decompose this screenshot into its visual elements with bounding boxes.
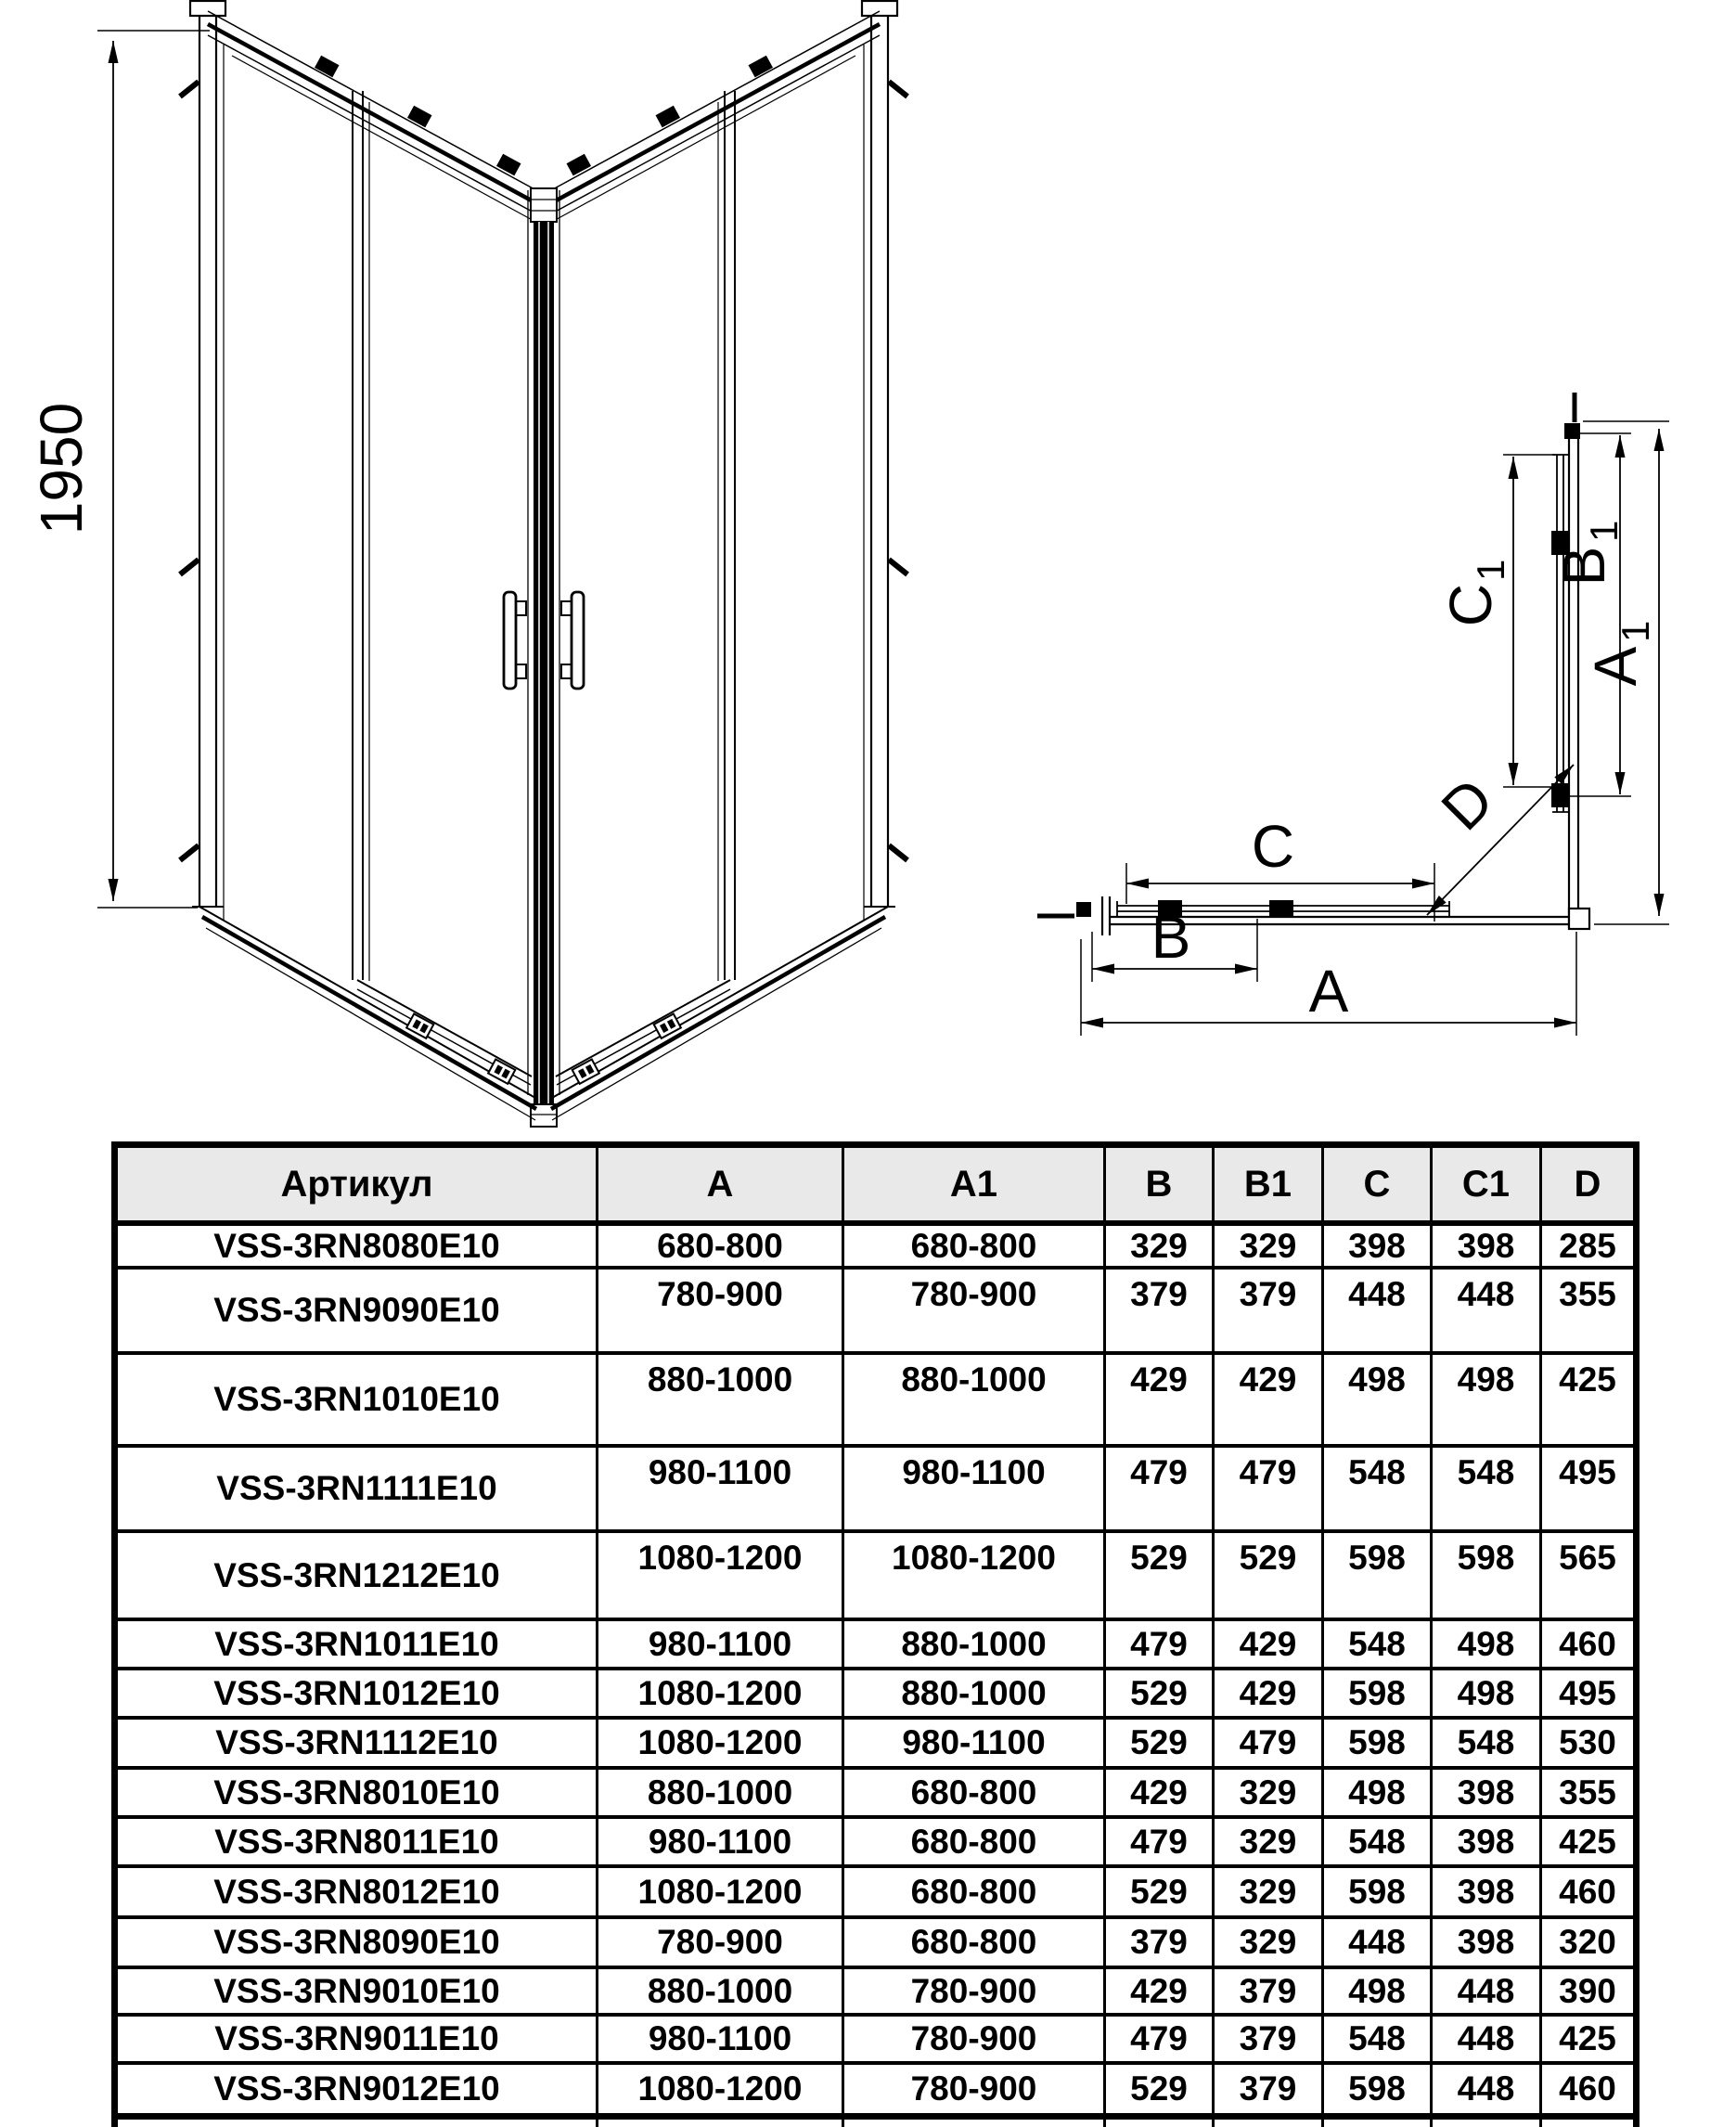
value-cell: 479 [1105,1446,1214,1531]
dim-label-c: C [1251,813,1295,880]
article-cell: VSS-3RN8011E10 [115,1817,598,1866]
value-cell: 429 [1214,1619,1323,1669]
value-cell: 398 [1432,1866,1541,1917]
value-cell: 598 [1323,1866,1432,1917]
value-cell: 425 [1541,1817,1637,1866]
dim-label-b1 [1550,521,1626,587]
value-cell: 529 [1105,1718,1214,1768]
col-header-d: D [1541,1145,1637,1224]
table-row [115,1718,1637,1768]
spec-table-body [115,1223,1637,2116]
dim-label-d [1429,766,1507,844]
value-cell: 598 [1432,1531,1541,1619]
col-header-b1: B1 [1214,1145,1323,1224]
article-cell: VSS-3RN9012E10 [115,2063,598,2116]
value-cell: 680-800 [843,1223,1105,1268]
table-row [115,2063,1637,2116]
table-row [115,1619,1637,1669]
value-cell: 479 [1214,1718,1323,1768]
col-header-c: C [1323,1145,1432,1224]
value-cell: 680-800 [843,1917,1105,1967]
value-cell: 329 [1214,1223,1323,1268]
value-cell: 320 [1541,1917,1637,1967]
value-cell: 479 [1214,1446,1323,1531]
partial-cell [1541,2116,1637,2127]
partial-cell [1214,2116,1323,2127]
value-cell: 529 [1105,2063,1214,2116]
value-cell: 479 [1105,1817,1214,1866]
value-cell: 880-1000 [598,1353,843,1446]
partial-cell [115,2116,598,2127]
value-cell: 548 [1432,1446,1541,1531]
article-cell: VSS-3RN1112E10 [115,1718,598,1768]
table-row [115,1768,1637,1817]
value-cell: 980-1100 [598,1817,843,1866]
value-cell: 780-900 [843,1967,1105,2015]
value-cell: 880-1000 [843,1353,1105,1446]
value-cell: 1080-1200 [598,2063,843,2116]
value-cell: 529 [1105,1669,1214,1718]
partial-cell [1432,2116,1541,2127]
table-row [115,2015,1637,2063]
article-cell: VSS-3RN1011E10 [115,1619,598,1669]
value-cell: 329 [1214,1768,1323,1817]
value-cell: 880-1000 [843,1669,1105,1718]
dim-label-b: B [1151,904,1191,971]
value-cell: 780-900 [598,1917,843,1967]
col-header-a1: A1 [843,1145,1105,1224]
svg-text:1: 1 [1469,559,1512,581]
roller-hanger-icons [315,56,773,176]
value-cell: 479 [1105,2015,1214,2063]
table-row [115,1866,1637,1917]
svg-text:C: C [1437,583,1504,627]
dim-label-a: A [1308,958,1349,1025]
height-label: 1950 [28,402,95,535]
value-cell: 285 [1541,1223,1637,1268]
value-cell: 379 [1105,1268,1214,1353]
col-header-article: Артикул [115,1145,598,1224]
value-cell: 355 [1541,1268,1637,1353]
value-cell: 548 [1323,1446,1432,1531]
value-cell: 448 [1432,2015,1541,2063]
value-cell: 479 [1105,1619,1214,1669]
value-cell: 980-1100 [598,1446,843,1531]
value-cell: 548 [1323,1619,1432,1669]
value-cell: 425 [1541,2015,1637,2063]
value-cell: 429 [1105,1768,1214,1817]
dim-label-c1 [1437,560,1512,626]
table-row [115,1817,1637,1866]
value-cell: 565 [1541,1531,1637,1619]
value-cell: 329 [1214,1817,1323,1866]
svg-text:1: 1 [1582,520,1626,542]
value-cell: 980-1100 [843,1718,1105,1768]
value-cell: 448 [1323,1917,1432,1967]
value-cell: 1080-1200 [843,1531,1105,1619]
value-cell: 329 [1214,1866,1323,1917]
partial-cell [843,2116,1105,2127]
col-header-c1: C1 [1432,1145,1541,1224]
value-cell: 390 [1541,1967,1637,2015]
door-handle-left [504,592,526,689]
value-cell: 548 [1323,1817,1432,1866]
value-cell: 980-1100 [843,1446,1105,1531]
svg-text:D: D [1428,765,1507,844]
svg-text:1: 1 [1614,620,1657,642]
value-cell: 495 [1541,1669,1637,1718]
value-cell: 398 [1323,1223,1432,1268]
value-cell: 780-900 [843,2015,1105,2063]
spec-table [111,1141,1640,2127]
value-cell: 880-1000 [598,1967,843,2015]
value-cell: 680-800 [843,1768,1105,1817]
table-row [115,1967,1637,2015]
value-cell: 1080-1200 [598,1718,843,1768]
value-cell: 379 [1214,1967,1323,2015]
value-cell: 329 [1214,1917,1323,1967]
value-cell: 429 [1214,1353,1323,1446]
partial-row [115,2116,1637,2127]
plan-view-drawing [1037,393,1669,1036]
value-cell: 398 [1432,1917,1541,1967]
article-cell: VSS-3RN8012E10 [115,1866,598,1917]
article-cell: VSS-3RN8010E10 [115,1768,598,1817]
partial-cell [1323,2116,1432,2127]
value-cell: 1080-1200 [598,1866,843,1917]
value-cell: 498 [1323,1967,1432,2015]
value-cell: 680-800 [843,1817,1105,1866]
value-cell: 598 [1323,1718,1432,1768]
value-cell: 379 [1214,2063,1323,2116]
value-cell: 598 [1323,1531,1432,1619]
value-cell: 529 [1105,1531,1214,1619]
value-cell: 780-900 [598,1268,843,1353]
article-cell: VSS-3RN9090E10 [115,1268,598,1353]
value-cell: 460 [1541,2063,1637,2116]
value-cell: 398 [1432,1223,1541,1268]
table-row [115,1446,1637,1531]
table-row [115,1268,1637,1353]
value-cell: 780-900 [843,2063,1105,2116]
value-cell: 980-1100 [598,1619,843,1669]
partial-cell [598,2116,843,2127]
value-cell: 880-1000 [598,1768,843,1817]
value-cell: 448 [1432,2063,1541,2116]
article-cell: VSS-3RN1010E10 [115,1353,598,1446]
value-cell: 448 [1432,1967,1541,2015]
value-cell: 598 [1323,2063,1432,2116]
value-cell: 530 [1541,1718,1637,1768]
article-cell: VSS-3RN8080E10 [115,1223,598,1268]
article-cell: VSS-3RN9011E10 [115,2015,598,2063]
front-view-drawing [28,1,907,1127]
value-cell: 1080-1200 [598,1669,843,1718]
table-row [115,1917,1637,1967]
svg-text:B: B [1550,546,1617,587]
value-cell: 329 [1105,1223,1214,1268]
article-cell: VSS-3RN1212E10 [115,1531,598,1619]
table-row [115,1223,1637,1268]
value-cell: 448 [1323,1268,1432,1353]
value-cell: 780-900 [843,1268,1105,1353]
value-cell: 460 [1541,1619,1637,1669]
value-cell: 680-800 [598,1223,843,1268]
value-cell: 548 [1432,1718,1541,1768]
value-cell: 355 [1541,1768,1637,1817]
value-cell: 379 [1105,1917,1214,1967]
header-row [115,1145,1637,1224]
value-cell: 379 [1214,1268,1323,1353]
value-cell: 448 [1432,1268,1541,1353]
value-cell: 880-1000 [843,1619,1105,1669]
value-cell: 429 [1105,1353,1214,1446]
article-cell: VSS-3RN1111E10 [115,1446,598,1531]
door-handle-right [561,592,584,689]
value-cell: 529 [1105,1866,1214,1917]
value-cell: 598 [1323,1669,1432,1718]
value-cell: 429 [1214,1669,1323,1718]
value-cell: 495 [1541,1446,1637,1531]
value-cell: 1080-1200 [598,1531,843,1619]
value-cell: 498 [1432,1619,1541,1669]
value-cell: 398 [1432,1817,1541,1866]
table-row [115,1353,1637,1446]
col-header-b: B [1105,1145,1214,1224]
value-cell: 498 [1432,1353,1541,1446]
table-row [115,1531,1637,1619]
value-cell: 429 [1105,1967,1214,2015]
value-cell: 498 [1323,1768,1432,1817]
value-cell: 980-1100 [598,2015,843,2063]
height-dimension [28,31,210,908]
value-cell: 548 [1323,2015,1432,2063]
value-cell: 460 [1541,1866,1637,1917]
article-cell: VSS-3RN8090E10 [115,1917,598,1967]
article-cell: VSS-3RN1012E10 [115,1669,598,1718]
value-cell: 498 [1432,1669,1541,1718]
col-header-a: A [598,1145,843,1224]
value-cell: 529 [1214,1531,1323,1619]
spec-table-footer [115,2116,1637,2127]
value-cell: 498 [1323,1353,1432,1446]
article-cell: VSS-3RN9010E10 [115,1967,598,2015]
spec-table-header [115,1145,1637,1224]
partial-cell [1105,2116,1214,2127]
table-row [115,1669,1637,1718]
value-cell: 680-800 [843,1866,1105,1917]
svg-text:A: A [1582,646,1649,687]
value-cell: 398 [1432,1768,1541,1817]
value-cell: 425 [1541,1353,1637,1446]
value-cell: 379 [1214,2015,1323,2063]
